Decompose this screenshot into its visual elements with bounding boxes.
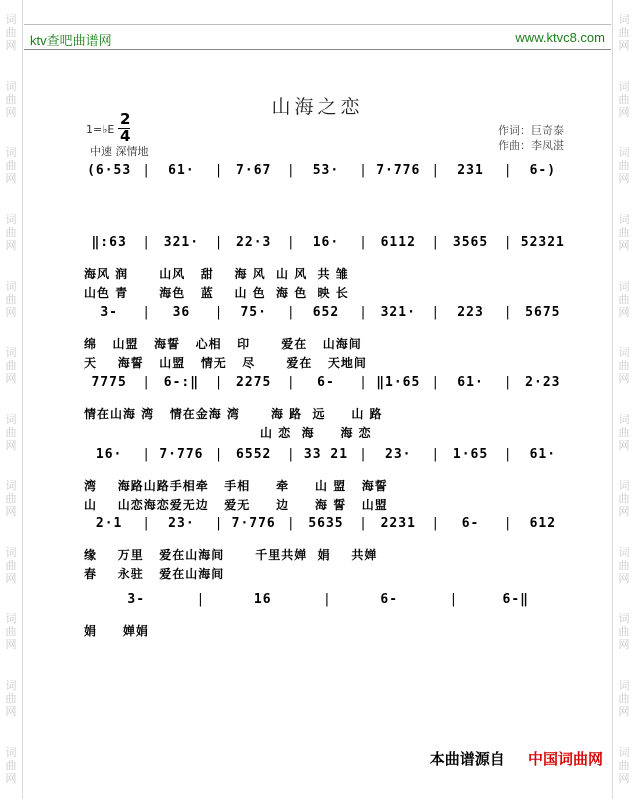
bar-line: |	[359, 305, 368, 320]
watermark-char: 曲	[5, 492, 17, 506]
watermark-glyph-group	[619, 347, 630, 385]
watermark-char: 曲	[5, 226, 17, 240]
watermark-glyph-group	[6, 680, 17, 718]
watermark-char: 网	[5, 571, 17, 585]
bar-line: |	[286, 447, 296, 462]
measure: 6-	[380, 592, 399, 607]
watermark-char: 网	[5, 39, 17, 53]
measure: ‖:63	[91, 235, 127, 250]
lyric-line: 天 海誓 山盟 情无 尽 爱在 天地间	[84, 356, 367, 370]
bar-line: |	[142, 305, 152, 320]
bar-line: |	[503, 516, 513, 531]
watermark-char: 网	[5, 305, 17, 319]
measure: 7·776	[159, 447, 204, 462]
footer-source	[430, 748, 603, 769]
watermark-glyph-group	[619, 613, 630, 651]
watermark-char: 词	[5, 146, 17, 160]
watermark-char: 曲	[618, 492, 630, 506]
watermark-glyph-group	[6, 547, 17, 585]
bar-line: |	[214, 447, 224, 462]
watermark-char: 词	[5, 79, 17, 93]
measure: 61·	[529, 447, 557, 462]
watermark-glyph-group	[619, 680, 630, 718]
watermark-glyph-group	[6, 613, 17, 651]
watermark-char: 词	[618, 346, 630, 360]
watermark-char: 词	[5, 612, 17, 626]
watermark-char: 网	[618, 305, 630, 319]
measure: 6-	[461, 516, 480, 531]
watermark-char: 网	[5, 505, 17, 519]
bar-line: |	[214, 375, 224, 390]
notation-row	[76, 235, 576, 250]
footer-site-name[interactable]: 中国词曲网	[527, 750, 603, 768]
watermark-char: 网	[5, 172, 17, 186]
watermark-char: 词	[5, 545, 17, 559]
watermark-char: 词	[5, 479, 17, 493]
bar-line: |	[196, 592, 206, 607]
watermark-char: 网	[5, 438, 17, 452]
watermark-char: 词	[5, 412, 17, 426]
watermark-char: 曲	[618, 692, 630, 706]
bar-line: |	[214, 516, 224, 531]
key-signature: 1=♭E	[86, 123, 115, 136]
notation-row	[76, 375, 576, 390]
watermark-char: 网	[5, 239, 17, 253]
watermark-char: 曲	[618, 758, 630, 772]
bar-line: |	[503, 305, 513, 320]
watermark-char: 网	[5, 372, 17, 386]
notation-row	[76, 305, 576, 320]
measure: 33 21	[303, 447, 349, 462]
measure: (6·53	[87, 163, 132, 178]
measure: 6552	[236, 447, 272, 462]
footer-source-label: 本曲谱源自	[429, 750, 505, 768]
bar-line: |	[431, 447, 441, 462]
watermark-char: 词	[5, 213, 17, 227]
lyricist-credit: 作词：巨奇泰	[498, 124, 564, 137]
lyric-line: 情在山海 湾 情在金海 湾 海 路 远 山 路	[84, 407, 383, 421]
watermark-glyph-group	[6, 214, 17, 252]
measure: 16·	[312, 235, 340, 250]
notation-row	[76, 447, 576, 462]
watermark-glyph-group	[619, 281, 630, 319]
notation-row	[76, 516, 576, 531]
watermark-char: 词	[618, 412, 630, 426]
bar-line: |	[286, 375, 296, 390]
tempo-marking: 中速 深情地	[90, 145, 149, 158]
lyric-line: 缘 万里 爱在山海间 千里共婵 娟 共婵	[84, 548, 378, 562]
watermark-char: 曲	[618, 292, 630, 306]
measure: 6-)	[529, 163, 557, 178]
measure: 61·	[457, 375, 484, 390]
watermark-char: 网	[618, 239, 630, 253]
watermark-glyph-group	[6, 147, 17, 185]
bar-line: |	[431, 375, 441, 390]
watermark-char: 词	[618, 279, 630, 293]
measure: 52321	[520, 235, 565, 250]
bar-line: |	[503, 447, 513, 462]
lyric-line: 春 永驻 爱在山海间	[84, 567, 225, 581]
watermark-char: 曲	[5, 26, 17, 40]
watermark-char: 曲	[618, 359, 630, 373]
watermark-glyph-group	[6, 414, 17, 452]
measure: 6112	[380, 235, 416, 250]
lyric-line: 海风 润 山风 甜 海 风 山 风 共 雏	[84, 267, 349, 281]
bar-line: |	[431, 163, 441, 178]
watermark-char: 网	[618, 372, 630, 386]
measure: 7·776	[231, 516, 276, 531]
watermark-char: 网	[618, 39, 630, 53]
watermark-char: 网	[618, 172, 630, 186]
watermark-char: 词	[5, 346, 17, 360]
lyric-line: 山 恋 海 海 恋	[84, 426, 372, 440]
bar-line: |	[359, 163, 368, 178]
measure: 1·65	[452, 447, 489, 462]
watermark-char: 曲	[5, 558, 17, 572]
measure: 3-	[100, 305, 118, 320]
song-title: 山海之恋	[271, 96, 364, 118]
measure: 6-‖	[502, 592, 529, 607]
watermark-char: 词	[618, 146, 630, 160]
measure: 5635	[308, 516, 344, 531]
watermark-char: 网	[618, 771, 630, 785]
watermark-char: 曲	[5, 292, 17, 306]
notation-row	[76, 592, 576, 607]
measure: 2·23	[525, 375, 561, 390]
measure: 7·67	[236, 163, 272, 178]
right-watermark-strip	[612, 0, 635, 799]
bar-line: |	[449, 592, 459, 607]
watermark-glyph-group	[6, 747, 17, 785]
watermark-char: 词	[618, 545, 630, 559]
bar-line: |	[286, 516, 296, 531]
watermark-glyph-group	[619, 147, 630, 185]
watermark-char: 词	[5, 13, 17, 27]
bar-line: |	[214, 163, 224, 178]
header-site-label[interactable]: ktv查吧曲谱网	[30, 33, 112, 48]
watermark-char: 网	[5, 638, 17, 652]
watermark-char: 曲	[618, 159, 630, 173]
bar-line: |	[142, 447, 152, 462]
lyric-line: 山色 青 海色 蓝 山 色 海 色 映 长	[84, 286, 349, 300]
measure: 53·	[312, 163, 340, 178]
watermark-glyph-group	[619, 547, 630, 585]
header-site-url[interactable]: www.ktvc8.com	[515, 30, 605, 45]
watermark-char: 网	[618, 505, 630, 519]
bar-line: |	[431, 235, 441, 250]
watermark-char: 网	[5, 105, 17, 119]
measure: 5675	[525, 305, 561, 320]
measure: 36	[172, 305, 191, 320]
measure: 3-	[127, 592, 146, 607]
bar-line: |	[359, 447, 368, 462]
watermark-char: 词	[618, 479, 630, 493]
watermark-char: 曲	[5, 758, 17, 772]
measure: 23·	[385, 447, 412, 462]
watermark-char: 词	[618, 79, 630, 93]
watermark-char: 曲	[618, 425, 630, 439]
watermark-char: 词	[618, 612, 630, 626]
watermark-char: 曲	[618, 226, 630, 240]
measure: 23·	[168, 516, 195, 531]
measure: 7·776	[376, 163, 421, 178]
measure: 16	[253, 592, 272, 607]
watermark-glyph-group	[619, 414, 630, 452]
measure: 652	[312, 305, 340, 320]
bar-line: |	[431, 516, 441, 531]
left-watermark-strip	[0, 0, 23, 799]
measure: 16·	[95, 447, 123, 462]
measure: 75·	[240, 305, 267, 320]
measure: 3565	[452, 235, 489, 250]
watermark-char: 词	[5, 745, 17, 759]
bar-line: |	[286, 235, 296, 250]
bar-line: |	[503, 235, 513, 250]
measure: 321·	[163, 235, 200, 250]
watermark-char: 词	[618, 679, 630, 693]
watermark-char: 网	[5, 705, 17, 719]
measure: 61·	[168, 163, 195, 178]
lyric-line: 娟 婵娟	[84, 624, 149, 638]
bar-line: |	[431, 305, 441, 320]
watermark-char: 词	[618, 213, 630, 227]
notation-row	[76, 163, 576, 178]
watermark-glyph-group	[6, 347, 17, 385]
watermark-char: 曲	[618, 92, 630, 106]
watermark-char: 曲	[5, 92, 17, 106]
bar-line: |	[286, 305, 296, 320]
measure: 231	[457, 163, 484, 178]
bar-line: |	[323, 592, 332, 607]
watermark-char: 词	[5, 279, 17, 293]
bar-line: |	[142, 516, 152, 531]
top-border	[24, 24, 611, 25]
watermark-char: 网	[618, 638, 630, 652]
watermark-char: 网	[618, 105, 630, 119]
bar-line: |	[359, 375, 368, 390]
header-divider	[24, 49, 611, 50]
bar-line: |	[142, 375, 152, 390]
measure: 2231	[380, 516, 416, 531]
lyric-line: 绵 山盟 海誓 心相 印 爱在 山海间	[84, 337, 362, 351]
bar-line: |	[214, 235, 224, 250]
watermark-char: 曲	[5, 159, 17, 173]
measure: 2275	[236, 375, 272, 390]
time-signature-denominator: 4	[120, 127, 131, 145]
measure: 7775	[91, 375, 127, 390]
measure: 6-	[317, 375, 335, 390]
measure: 2·1	[95, 516, 123, 531]
watermark-char: 曲	[5, 625, 17, 639]
bar-line: |	[142, 163, 152, 178]
watermark-glyph-group	[619, 214, 630, 252]
bar-line: |	[142, 235, 152, 250]
bar-line: |	[503, 163, 513, 178]
watermark-char: 词	[618, 745, 630, 759]
watermark-char: 网	[618, 438, 630, 452]
bar-line: |	[359, 516, 368, 531]
watermark-char: 曲	[5, 359, 17, 373]
measure: 223	[457, 305, 484, 320]
composer-credit: 作曲：李凤湛	[498, 139, 564, 152]
bar-line: |	[286, 163, 296, 178]
watermark-glyph-group	[619, 480, 630, 518]
bar-line: |	[359, 235, 368, 250]
watermark-char: 曲	[618, 558, 630, 572]
watermark-char: 曲	[5, 425, 17, 439]
bar-line: |	[214, 305, 224, 320]
watermark-glyph-group	[619, 14, 630, 52]
lyric-line: 湾 海路山路手相牵 手相 牵 山 盟 海誓	[84, 479, 388, 493]
credits	[498, 123, 564, 153]
watermark-char: 曲	[618, 625, 630, 639]
measure: 6-:‖	[163, 375, 200, 390]
watermark-char: 词	[618, 13, 630, 27]
watermark-char: 曲	[5, 692, 17, 706]
watermark-glyph-group	[6, 14, 17, 52]
watermark-glyph-group	[6, 480, 17, 518]
measure: 321·	[380, 305, 416, 320]
watermark-char: 网	[618, 705, 630, 719]
measure: 22·3	[236, 235, 272, 250]
measure: 612	[529, 516, 557, 531]
watermark-glyph-group	[619, 747, 630, 785]
time-signature-numerator: 2	[120, 110, 131, 128]
watermark-char: 网	[618, 571, 630, 585]
watermark-char: 网	[5, 771, 17, 785]
watermark-glyph-group	[6, 281, 17, 319]
measure: ‖1·65	[376, 375, 421, 390]
lyric-line: 山 山恋海恋爱无边 爱无 边 海 誓 山盟	[84, 498, 388, 512]
watermark-char: 曲	[618, 26, 630, 40]
bar-line: |	[503, 375, 513, 390]
watermark-char: 词	[5, 679, 17, 693]
